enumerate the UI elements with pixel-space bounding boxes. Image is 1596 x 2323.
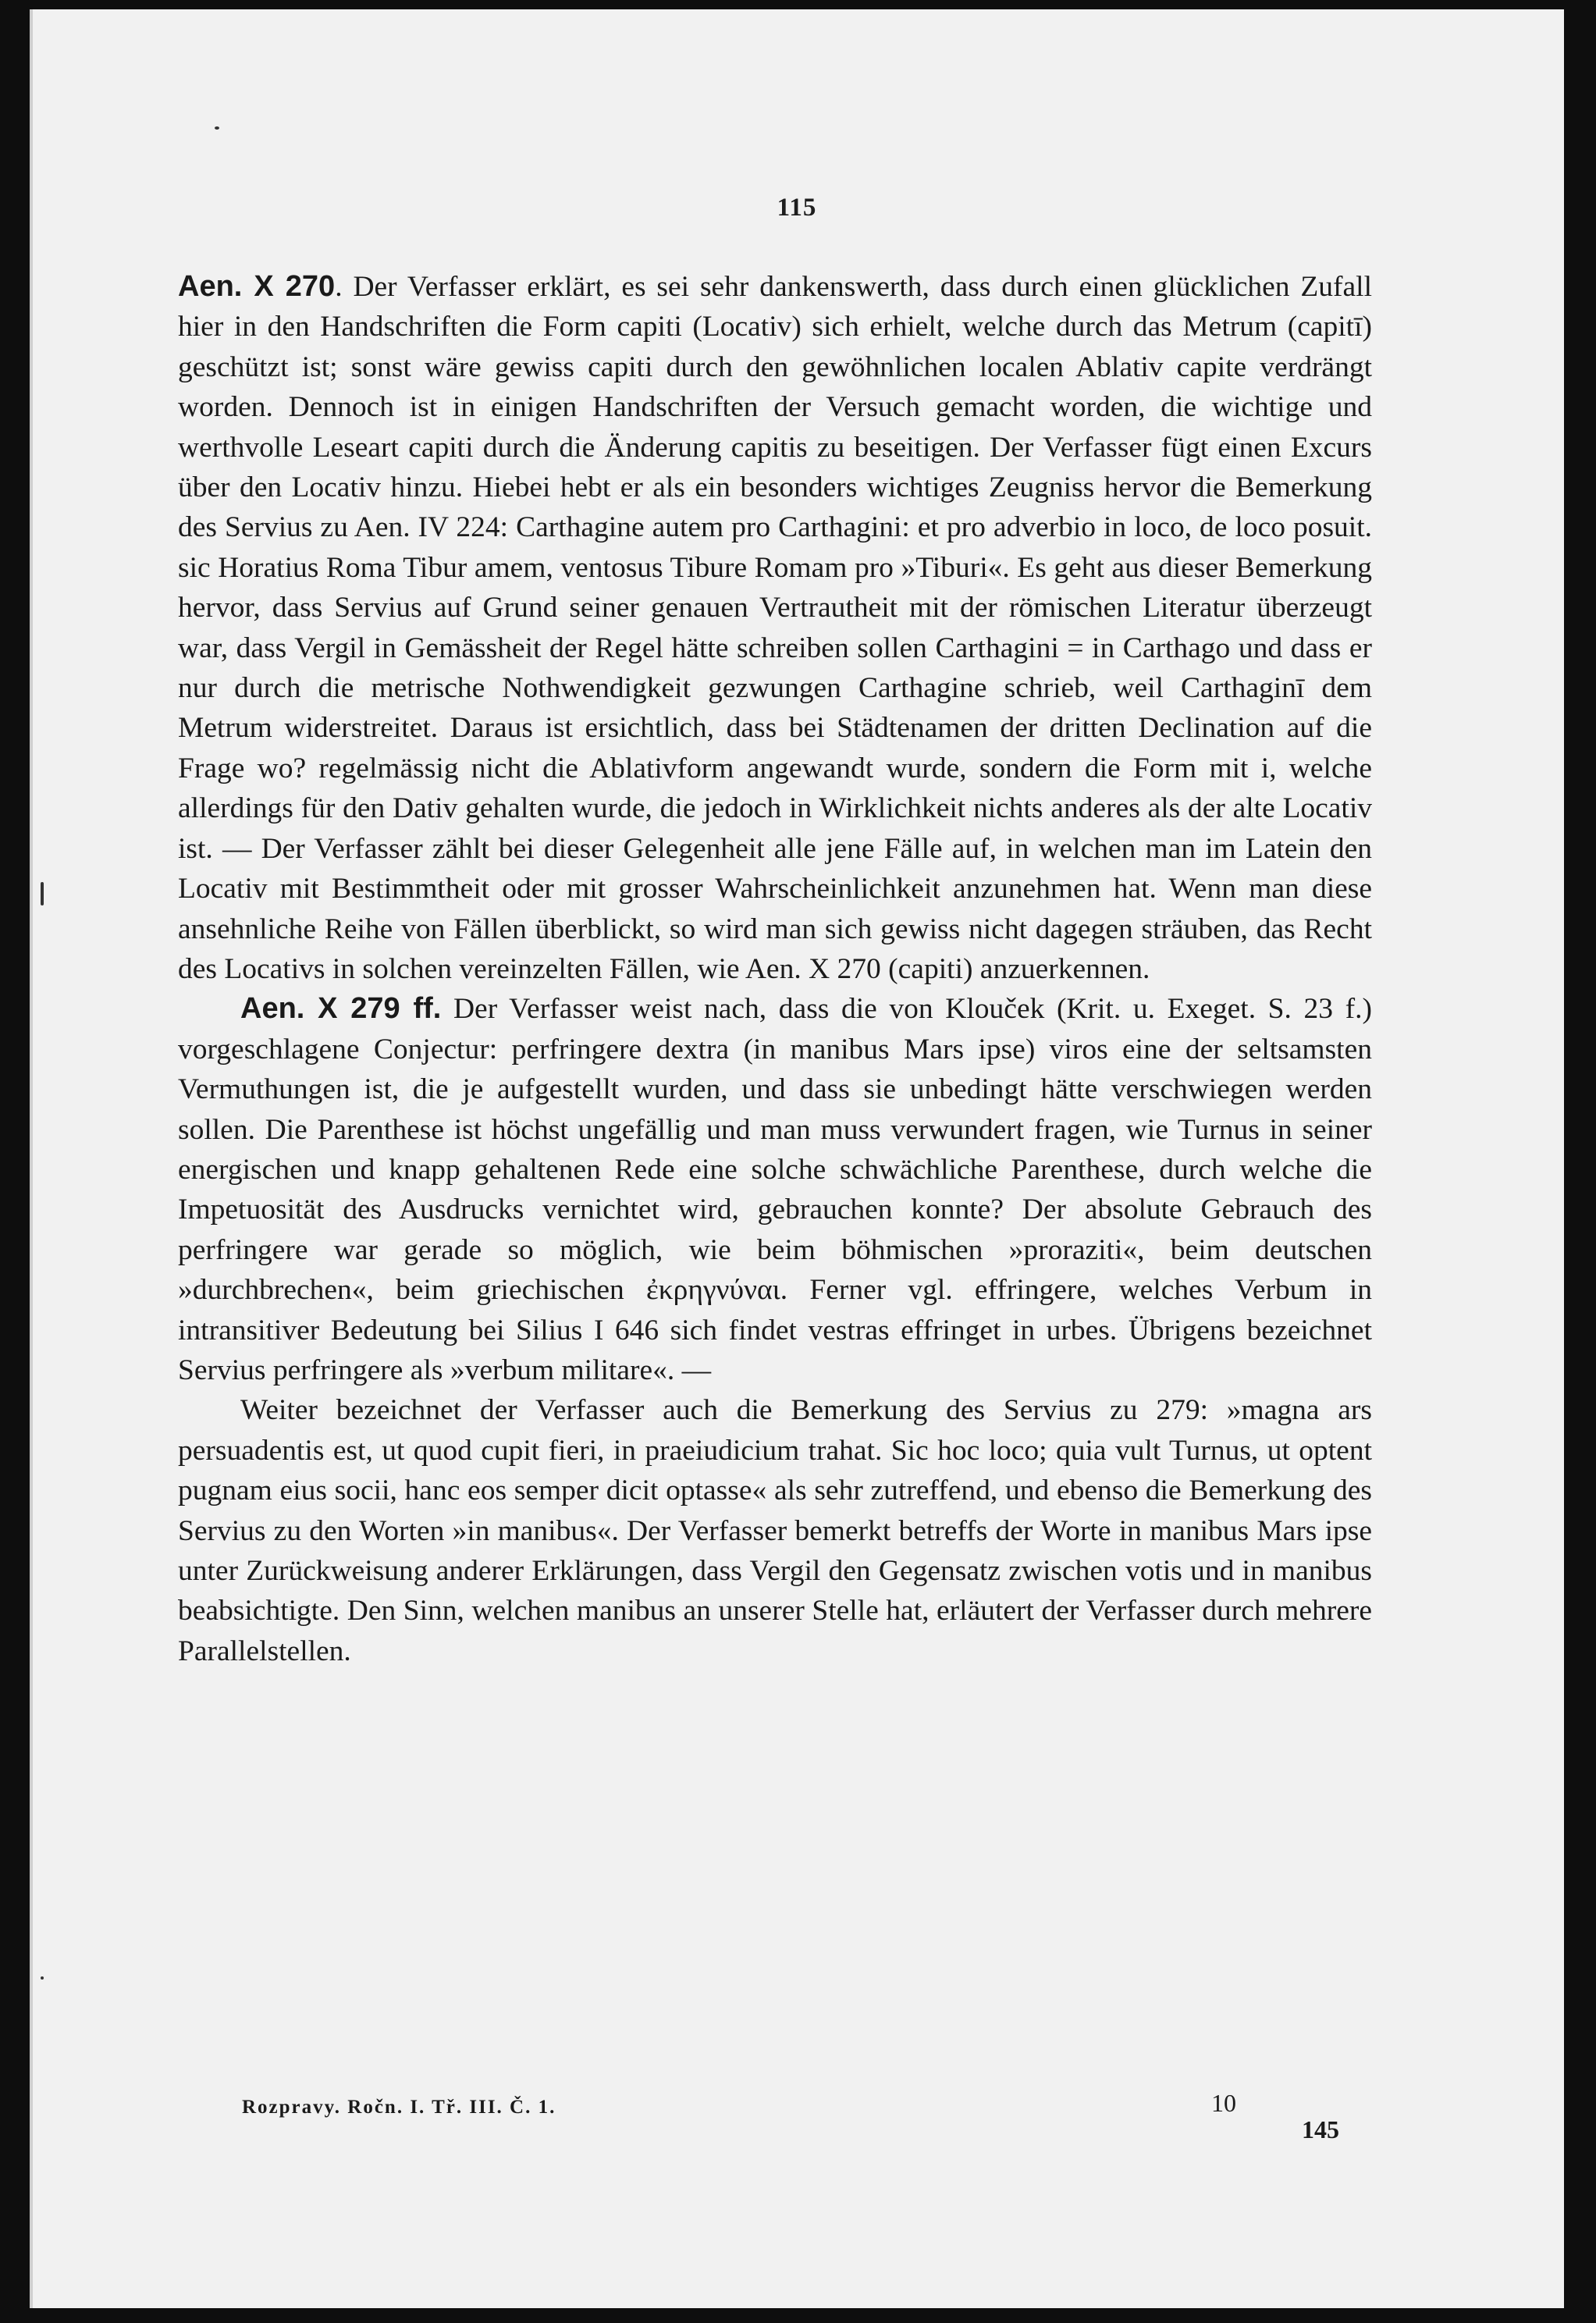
page-header-number: 115 bbox=[777, 194, 817, 222]
scan-edge-mark bbox=[30, 9, 33, 2308]
scan-speck bbox=[41, 1976, 44, 1980]
paragraph-aen-x-270 bbox=[178, 267, 1372, 989]
footer-page-number: 145 bbox=[1302, 2115, 1339, 2143]
paragraph-text: Der Verfasser weist nach, dass die von Klouček (Krit. u. Exeget. S. 23 f.) vorgeschlagene Conjectur: perfringere dextra (in manibus Mars ipse) viros eine der seltsamsten Vermuthungen ist, die je aufgestellt wurden, und dass sie unbedingt hätte verschwiegen werden sollen. Die Parenthese ist höchst ungefällig und man muss verwundert fragen, wie Turnus in seiner energischen und knapp gehaltenen Rede eine solche schwächliche Parenthese, durch welche die Impetuosität des Ausdrucks vernichtet wird, gebrauchen konnte? Der absolute Gebrauch des perfringere war gerade so möglich, wie beim böhmischen »proraziti«, beim deutschen »durchbrechen«, beim griechischen ἐκρηγνύναι. Ferner vgl. effringere, welches Verbum in intransitiver Bedeutung bei Silius I 646 sich findet vestras effringet in urbes. Übrigens bezeichnet Servius perfringere als »verbum militare«. — bbox=[178, 993, 1372, 1386]
paragraph-text: . Der Verfasser erklärt, es sei sehr dankenswerth, dass durch einen glücklichen Zufall hier in den Handschriften die Form capiti (Locativ) sich erhielt, welche durch das Metrum (capitī) geschützt ist; sonst wäre gewiss capiti durch den gewöhnlichen localen Ablativ capite verdrängt worden. Dennoch ist in einigen Handschriften der Versuch gemacht worden, die wichtige und werthvolle Leseart capiti durch die Änderung capitis zu beseitigen. Der Verfasser fügt einen Excurs über den Locativ hinzu. Hiebei hebt er als ein besonders wichtiges Zeugniss hervor die Bemerkung des Servius zu Aen. IV 224: Carthagine autem pro Carthagini: et pro adverbio in loco, de loco posuit. sic Horatius Roma Tibur amem, ventosus Tibure Romam pro »Tiburi«. Es geht aus dieser Bemerkung hervor, dass Servius auf Grund seiner genauen Vertrautheit mit der römischen Literatur überzeugt war, dass Vergil in Gemässheit der Regel hätte schreiben sollen Carthagini = in Carthago und dass er nur durch die metrische Nothwendigkeit gezwungen Carthagine schrieb, weil Carthaginī dem Metrum widerstreitet. Daraus ist ersichtlich, dass bei Städtenamen der dritten Declination auf die Frage wo? regelmässig nicht die Ablativform angewandt wurde, sondern die Form mit i, welche allerdings für den Dativ gehalten wurde, die jedoch in Wirklichkeit nichts anderes als der alte Locativ ist. — Der Verfasser zählt bei dieser Gelegenheit alle jene Fälle auf, in welchen man im Latein den Locativ mit Bestimmtheit oder mit grosser Wahrscheinlichkeit anzunehmen hat. Wenn man diese ansehnliche Reihe von Fällen überblickt, so wird man sich gewiss nicht dagegen sträuben, das Recht des Locativs in solchen vereinzelten Fällen, wie Aen. X 270 (capiti) anzuerkennen. bbox=[178, 271, 1372, 985]
scan-speck bbox=[215, 126, 219, 130]
scan-speck bbox=[41, 882, 44, 905]
document-page bbox=[30, 9, 1564, 2308]
footer-journal: Rozpravy. Ročn. I. Tř. III. Č. 1. bbox=[242, 2097, 556, 2118]
body-text bbox=[178, 267, 1372, 1671]
paragraph-servius-279 bbox=[178, 1390, 1372, 1671]
paragraph-text: Weiter bezeichnet der Verfasser auch die Bemerkung des Servius zu 279: »magna ars persuadentis est, ut quod cupit fieri, in praeiudicium trahat. Sic hoc loco; quia vult Turnus, ut optent pugnam eius socii, hanc eos semper dicit optasse« als sehr zutreffend, und ebenso die Bemerkung des Servius zu den Worten »in manibus«. Der Verfasser bemerkt betreffs der Worte in manibus Mars ipse unter Zurückweisung anderer Erklärungen, dass Vergil den Gegensatz zwischen votis und in manibus beabsichtigte. Den Sinn, welchen manibus an unserer Stelle hat, erläutert der Verfasser durch mehrere Parallelstellen. bbox=[178, 1394, 1372, 1667]
footer-signature: 10 bbox=[1211, 2089, 1236, 2117]
verse-reference: Aen. X 270 bbox=[178, 270, 336, 303]
paragraph-aen-x-279 bbox=[178, 989, 1372, 1390]
verse-reference: Aen. X 279 ff. bbox=[240, 992, 442, 1026]
